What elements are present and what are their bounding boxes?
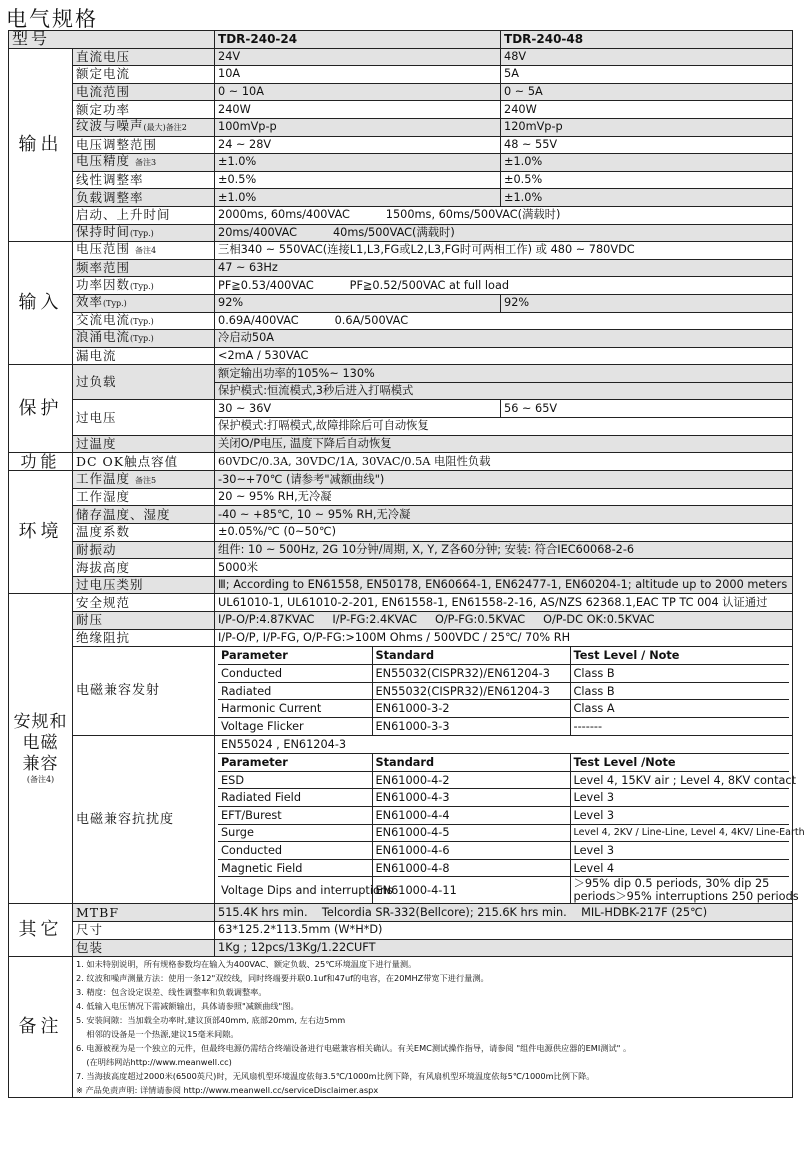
spec-value: 组件: 10 ~ 500Hz, 2G 10分钟/周期, X, Y, Z各60分钟; 安装: 符合IEC60068-2-6 [215,541,793,559]
ems-standard: EN55024 , EN61204-3 [218,736,789,754]
spec-value: I/P-O/P, I/P-FG, O/P-FG:>100M Ohms / 500VDC / 25℃/ 70% RH [215,629,793,647]
environment-section-label: 环境 [9,471,73,594]
safety-section-label [9,594,73,904]
spec-label: 耐压 [73,612,215,630]
output-row [9,48,793,66]
table-cell: Radiated Field [218,789,372,807]
spec-label-note: (Typ.) [130,316,154,326]
spec-value: ±0.05%/℃ (0~50℃) [215,524,793,542]
spec-label: 过电压 [73,400,215,435]
spec-value: 三相340 ~ 550VAC(连接L1,L3,FG或L2,L3,FG时可两相工作) 或 480 ~ 780VDC [215,242,793,260]
note-line: 3. 精度：包含设定误差、线性调整率和负载调整率。 [76,987,267,998]
ems-header-row [218,754,789,772]
spec-value: 0 ~ 10A [215,83,501,101]
input-row [9,277,793,295]
spec-label: 漏电流 [73,347,215,365]
function-section-label: 功能 [9,453,73,471]
spec-value: Ⅲ; According to EN61558, EN50178, EN60664-1, EN62477-1, EN60204-1; altitude up to 2000 meters [215,576,793,594]
emi-table-row [218,665,789,683]
spec-value: 5000米 [215,559,793,577]
environment-row [9,506,793,524]
table-cell: EN61000-4-3 [372,789,570,807]
spec-value: 56 ~ 65V [501,400,793,418]
output-row [9,224,793,242]
spec-value: -30~+70℃ (请参考"减额曲线") [215,471,793,489]
spec-value: 1Kg ; 12pcs/13Kg/1.22CUFT [215,939,793,957]
spec-label: 直流电压 [73,48,215,66]
spec-label [73,154,215,172]
emi-label: 电磁兼容发射 [73,647,215,736]
emi-table-row [218,700,789,718]
column-header: Standard [372,754,570,772]
spec-label: 启动、上升时间 [73,206,215,224]
table-cell: Conducted [218,665,372,683]
spec-value: 48 ~ 55V [501,136,793,154]
safety-section-line: 兼容 [22,754,59,775]
spec-label-note: (Typ.) [130,334,154,344]
spec-value: ±0.5% [501,171,793,189]
spec-value: 120mVp-p [501,118,793,136]
note-line: ※ 产品免责声明: 详情请参阅 http://www.meanwell.cc/serviceDisclaimer.aspx [76,1085,379,1096]
output-row [9,136,793,154]
spec-label [73,224,215,242]
column-header: Standard [372,647,570,665]
table-cell: Level 3 [570,789,789,807]
table-cell: EN61000-3-2 [372,700,570,718]
spec-label: 额定功率 [73,101,215,119]
spec-label: 电压调整范围 [73,136,215,154]
spec-label: 包装 [73,939,215,957]
spec-label-text: 效率 [76,294,104,310]
environment-row [9,471,793,489]
table-cell: ESD [218,771,372,789]
input-row [9,294,793,312]
input-row [9,259,793,277]
spec-label-note: (Typ.) [130,281,154,291]
table-cell [570,877,799,904]
table-cell: EN55032(CISPR32)/EN61204-3 [372,682,570,700]
spec-value: 240W [501,101,793,119]
spec-label: 安全规范 [73,594,215,612]
safety-section-line: 安规和 [13,712,68,733]
spec-value: 冷启动50A [215,330,793,348]
spec-value: 5A [501,66,793,84]
model-2: TDR-240-48 [501,31,793,49]
spec-value: 92% [215,294,501,312]
others-row [9,939,793,957]
table-cell: EN61000-4-11 [372,877,570,904]
spec-value: 20ms/400VAC 40ms/500VAC(满载时) [215,224,793,242]
note-line: 1. 如未特别说明，所有规格参数均在输入为400VAC、额定负载、25℃环境温度下进行量测。 [76,959,417,970]
others-section-label: 其它 [9,904,73,957]
ems-table-row [218,789,789,807]
table-cell: Level 4, 2KV / Line-Line, Level 4, 4KV/ Line-Earth [570,824,789,842]
spec-value: 保护模式:恒流模式,3秒后进入打嗝模式 [215,382,793,400]
spec-label-text: 电压范围 [76,241,131,257]
output-row [9,101,793,119]
spec-value: 20 ~ 95% RH,无冷凝 [215,488,793,506]
spec-value: 10A [215,66,501,84]
table-cell: EN61000-3-3 [372,718,570,736]
spec-label-text: 电压精度 [76,153,131,169]
spec-label [73,471,215,489]
spec-value: ±1.0% [215,189,501,207]
table-cell: EN61000-4-8 [372,859,570,877]
notes-section-label: 备注 [9,957,73,1098]
spec-label [73,242,215,260]
notes-body [73,957,793,1098]
note-line: 6. 电源被视为是一个独立的元件，但最终电源仍需结合终端设备进行电磁兼容相关确认。有关EMC测试操作指导，请参阅 "组件电源供应器的EMI测试" 。 [76,1043,632,1054]
table-cell: EN55032(CISPR32)/EN61204-3 [372,665,570,683]
spec-label: DC OK触点容值 [73,453,215,471]
spec-label [73,118,215,136]
output-row [9,189,793,207]
ems-table-row [218,771,789,789]
spec-label-text: 功率因数 [76,276,131,292]
table-cell: Class A [570,700,789,718]
spec-label [73,277,215,295]
spec-label [73,312,215,330]
spec-label-text: 工作温度 [76,470,131,486]
protection-row [9,435,793,453]
spec-label: 过负载 [73,365,215,400]
safety-row [9,629,793,647]
spec-value: 关闭O/P电压, 温度下降后自动恢复 [215,435,793,453]
ems-row [9,736,793,904]
spec-label: 电流范围 [73,83,215,101]
spec-value: 515.4K hrs min. Telcordia SR-332(Bellcore); 215.6K hrs min. MIL-HDBK-217F (25℃) [215,904,793,922]
ems-table-cell [215,736,805,904]
safety-section-note: (备注4) [26,775,55,785]
safety-row [9,612,793,630]
spec-value: ±1.0% [501,189,793,207]
note-line: 4. 低输入电压情况下需减额输出，具体请参照"减额曲线"图。 [76,1001,299,1012]
spec-value: 240W [215,101,501,119]
column-header: Parameter [218,754,372,772]
spec-label-note: (最大)备注2 [143,123,187,133]
table-cell: Level 3 [570,842,789,860]
output-row [9,66,793,84]
ems-label: 电磁兼容抗扰度 [73,736,215,904]
table-cell: EN61000-4-6 [372,842,570,860]
emi-table-row [218,682,789,700]
spec-label-note: 备注4 [135,246,157,256]
ems-table-row [218,877,789,904]
spec-label: 耐振动 [73,541,215,559]
spec-label: 海拔高度 [73,559,215,577]
spec-value: 0 ~ 5A [501,83,793,101]
spec-value: <2mA / 530VAC [215,347,793,365]
table-cell: Magnetic Field [218,859,372,877]
ems-standard-row [218,736,789,754]
table-cell: Class B [570,682,789,700]
table-cell: Voltage Flicker [218,718,372,736]
others-row [9,922,793,940]
spec-value: 24 ~ 28V [215,136,501,154]
spec-label-text: 浪涌电流 [76,329,131,345]
table-cell: Conducted [218,842,372,860]
spec-label: MTBF [73,904,215,922]
environment-row [9,576,793,594]
table-cell: Voltage Dips and interruptions [218,877,372,904]
spec-value: 48V [501,48,793,66]
spec-label [73,294,215,312]
note-line: 7. 当海拔高度超过2000米(6500英尺)时，无风扇机型环境温度依每3.5℃/1000m比例下降，有风扇机型环境温度依每5℃/1000m比例下降。 [76,1071,595,1082]
protection-row [9,365,793,383]
safety-row [9,594,793,612]
spec-label: 尺寸 [73,922,215,940]
test-level-line: ＞95% dip 0.5 periods, 30% dip 25 [573,877,770,891]
table-cell: Class B [570,665,789,683]
environment-row [9,541,793,559]
spec-label: 线性调整率 [73,171,215,189]
input-row [9,242,793,260]
spec-value: -40 ~ +85℃, 10 ~ 95% RH,无冷凝 [215,506,793,524]
spec-value: 60VDC/0.3A, 30VDC/1A, 30VAC/0.5A 电阻性负载 [215,453,793,471]
spec-label [73,330,215,348]
table-cell: Surge [218,824,372,842]
spec-value: 2000ms, 60ms/400VAC 1500ms, 60ms/500VAC(满载时) [215,206,793,224]
note-line: 5. 安装间隙：当加载全功率时,建议顶部40mm, 底部20mm, 左右边5mm [76,1015,346,1026]
spec-label: 额定电流 [73,66,215,84]
emi-table-row [218,718,789,736]
note-line: 相邻的设备是一个热源,建议15毫米间隙。 [76,1029,239,1040]
spec-label: 绝缘阻抗 [73,629,215,647]
output-row [9,154,793,172]
model-label: 型号 [9,31,215,49]
output-row [9,118,793,136]
table-cell: Level 4, 15KV air ; Level 4, 8KV contact [570,771,789,789]
output-row [9,206,793,224]
spec-value: 30 ~ 36V [215,400,501,418]
spec-value: 92% [501,294,793,312]
spec-label: 过电压类别 [73,576,215,594]
spec-value: 100mVp-p [215,118,501,136]
output-row [9,83,793,101]
spec-value: 额定输出功率的105%~ 130% [215,365,793,383]
spec-label-text: 纹波与噪声 [76,118,144,134]
spec-value: UL61010-1, UL61010-2-201, EN61558-1, EN61558-2-16, AS/NZS 62368.1,EAC TP TC 004 认证通过 [215,594,793,612]
table-cell: EN61000-4-2 [372,771,570,789]
notes-row [9,957,793,1098]
spec-label-note: (Typ.) [130,228,154,238]
protection-section-label: 保护 [9,365,73,453]
spec-label-text: 交流电流 [76,311,131,327]
spec-value: PF≧0.53/400VAC PF≧0.52/500VAC at full load [215,277,793,295]
model-1: TDR-240-24 [215,31,501,49]
spec-value: 0.69A/400VAC 0.6A/500VAC [215,312,793,330]
spec-value: ±1.0% [215,154,501,172]
ems-table [218,736,805,904]
input-row [9,330,793,348]
column-header: Parameter [218,647,372,665]
table-cell: EN61000-4-5 [372,824,570,842]
spec-label-note: 备注3 [135,158,157,168]
ems-table-row [218,842,789,860]
function-row [9,453,793,471]
table-cell: EN61000-4-4 [372,807,570,825]
safety-section-line: 电磁 [22,733,59,754]
table-cell: Level 4 [570,859,789,877]
column-header: Test Level /Note [570,754,789,772]
emi-header-row [218,647,789,665]
spec-table [8,29,805,1098]
input-section-label: 输入 [9,242,73,365]
spec-value: 63*125.2*113.5mm (W*H*D) [215,922,793,940]
others-row [9,904,793,922]
spec-label: 过温度 [73,435,215,453]
note-line: (在明纬网站http://www.meanwell.cc) [76,1057,232,1068]
spec-label: 频率范围 [73,259,215,277]
spec-label-note: 备注5 [135,475,157,485]
ems-table-row [218,807,789,825]
spec-label-note: (Typ.) [103,299,127,309]
table-cell: Radiated [218,682,372,700]
emi-row [9,647,793,736]
note-line: 2. 纹波和噪声测量方法：使用一条12"双绞线，同时终端要并联0.1uf和47uf的电容，在20MHZ带宽下进行量测。 [76,973,489,984]
spec-value: ±0.5% [215,171,501,189]
spec-label: 储存温度、湿度 [73,506,215,524]
input-row [9,347,793,365]
spec-value: 保护模式:打嗝模式,故障排除后可自动恢复 [215,418,793,436]
spec-value: 24V [215,48,501,66]
table-cell: EFT/Burest [218,807,372,825]
model-header-row [9,31,793,49]
page-title: 电气规格 [6,7,98,31]
ems-table-row [218,859,789,877]
output-section-label: 输出 [9,48,73,242]
spec-value: I/P-O/P:4.87KVAC I/P-FG:2.4KVAC O/P-FG:0.5KVAC O/P-DC OK:0.5KVAC [215,612,793,630]
test-level-line: periods＞95% interruptions 250 periods [573,890,799,904]
spec-label-text: 保持时间 [76,223,131,239]
ems-table-row [218,824,789,842]
environment-row [9,488,793,506]
environment-row [9,559,793,577]
column-header: Test Level / Note [570,647,789,665]
spec-value: 47 ~ 63Hz [215,259,793,277]
table-cell: Harmonic Current [218,700,372,718]
emi-table-cell [215,647,793,736]
protection-row [9,400,793,418]
spec-value: ±1.0% [501,154,793,172]
input-row [9,312,793,330]
output-row [9,171,793,189]
table-cell: ------- [570,718,789,736]
table-cell: Level 3 [570,807,789,825]
spec-label: 工作湿度 [73,488,215,506]
spec-label: 负载调整率 [73,189,215,207]
emi-table [218,647,789,735]
spec-label: 温度系数 [73,524,215,542]
environment-row [9,524,793,542]
